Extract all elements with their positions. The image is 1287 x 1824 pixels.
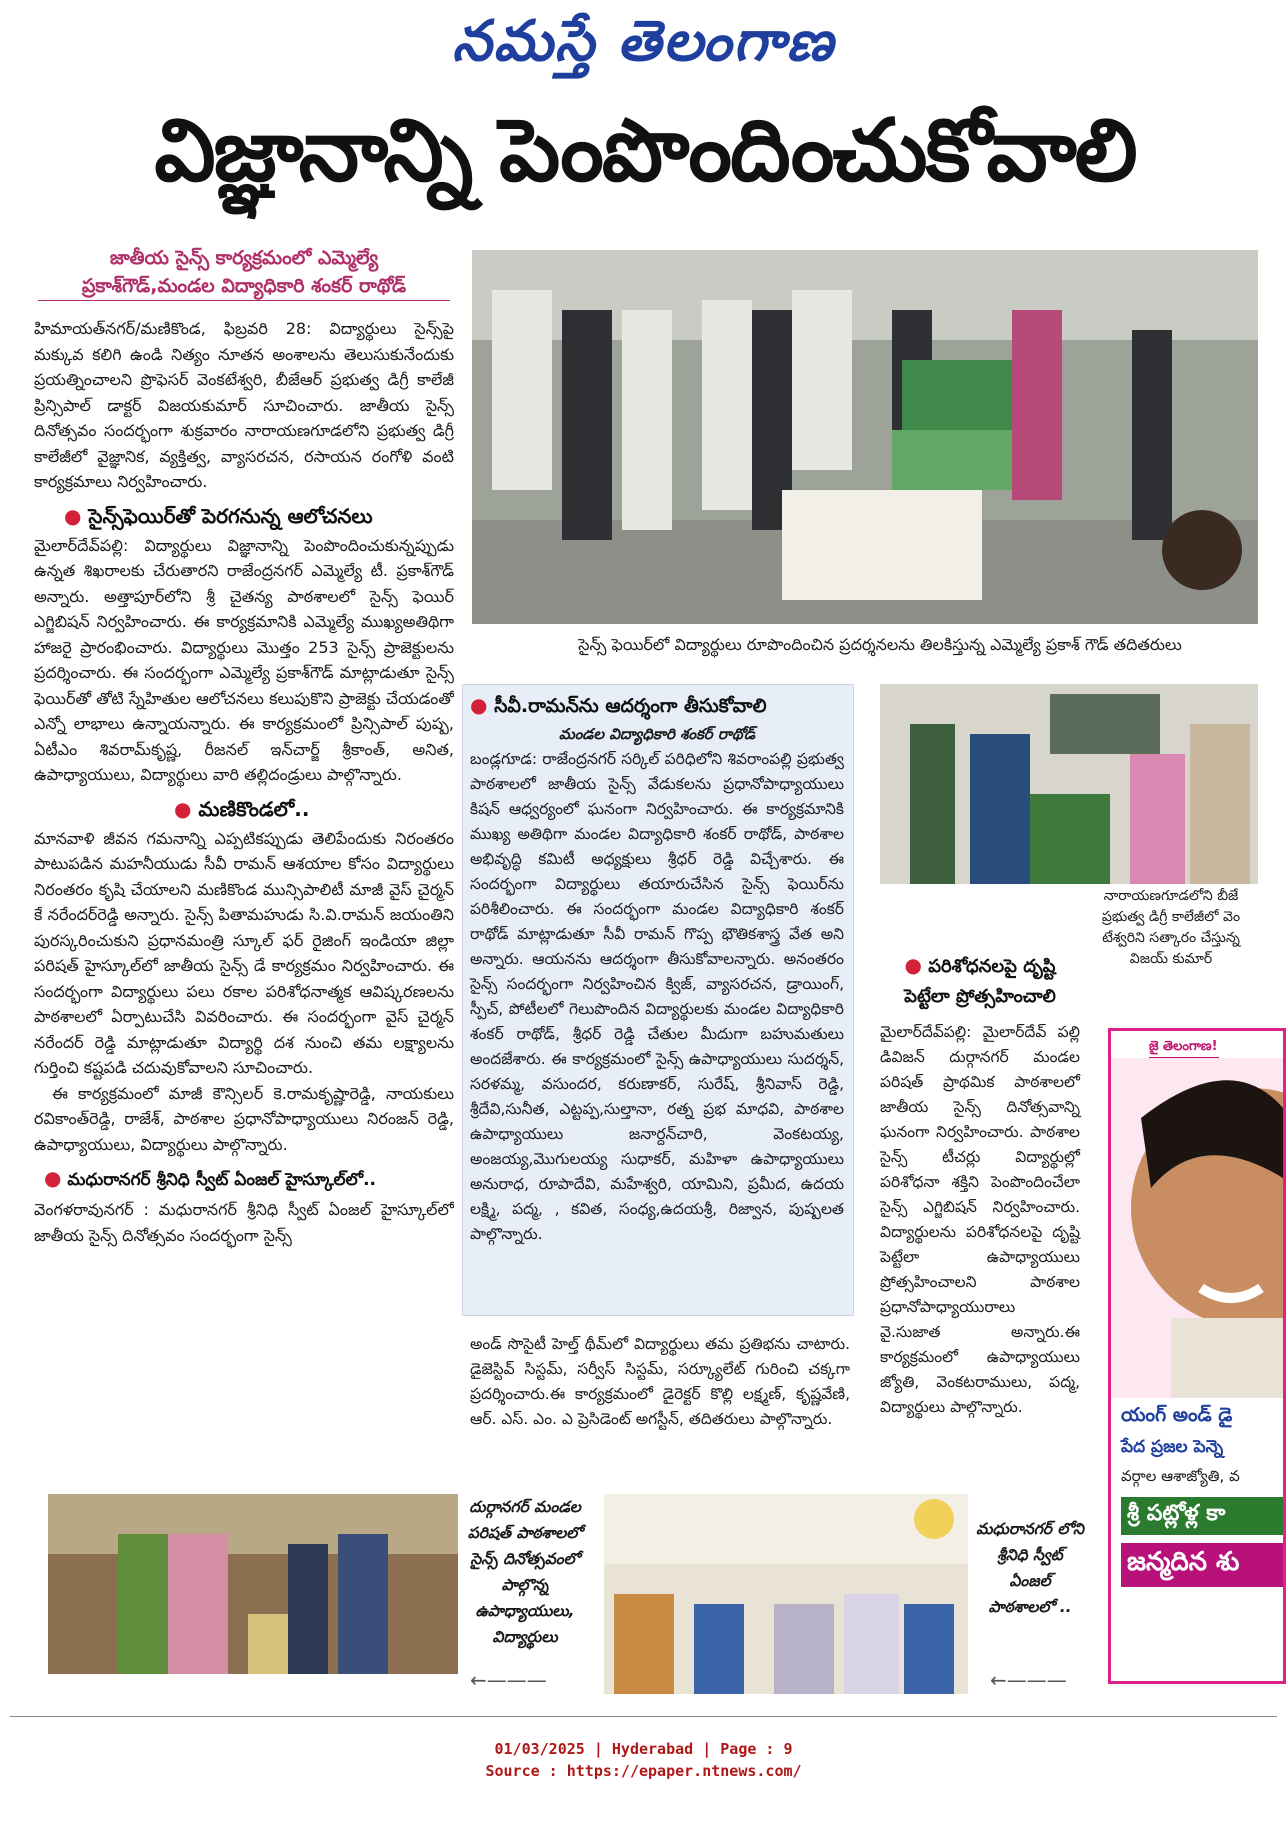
ad-portrait-image (1111, 1058, 1283, 1398)
bullet-icon: ● (904, 953, 922, 977)
photo-sweet-angel-school-image (604, 1494, 968, 1694)
ad-line-1: యంగ్ అండ్ డై (1121, 1404, 1233, 1426)
research-title-line-1: పరిశోధనలపై దృష్టి (928, 956, 1056, 977)
bullet-icon: ● (44, 1166, 62, 1190)
left-arrow-icon: ←——— (470, 1668, 547, 1692)
main-news-photo (472, 250, 1258, 624)
subheading-text: మణికొండలో.. (198, 796, 310, 821)
footer-source-line: Source : https://epaper.ntnews.com/ (485, 1762, 802, 1780)
subheading-text: మధురానగర్ శ్రీనిధి స్వీట్ ఏంజల్ హైస్కూల్‌లో.. (67, 1170, 376, 1190)
bottom-left-photo (48, 1494, 458, 1674)
right-photo-caption: నారాయణగూడలోని బీజే ప్రభుత్వ డిగ్రీ కాలేజీలో వెం టేశ్వరిని సత్కారం చేస్తున్న విజయ్ కుమార్ (1082, 886, 1260, 970)
research-title (880, 950, 1080, 982)
right-arrow-icon: ←——— (990, 1668, 1067, 1692)
photo-durganagar-image (48, 1494, 458, 1674)
research-title-line-2: పెట్టేలా ప్రోత్సహించాలి (904, 986, 1056, 1007)
photo-science-fair-image (472, 250, 1258, 624)
manikonda-paragraph: మానవాళి జీవన గమనాన్ని ఎప్పటికప్పుడు తెలిపేందుకు నిరంతరం పాటుపడిన మహనీయుడు సీవీ రామన్ ఆశయాల కోసం విద్యార్థులు నిరంతరం కృషి చేయాలని మణికొండ మున్సిపాలిటీ మాజీ వైస్ చైర్మన్ కే నరేందర్‌రెడ్డి అన్నారు. సైన్స్ పితామహుడు సి.వి.రామన్ జయంతిని పురస్కరించుకుని ప్రధానమంత్రి స్కూల్ ఫర్ రైజింగ్ ఇండియా జిల్లా పరిషత్ హైస్కూల్‌లో జాతీయ సైన్స్ డే కార్యక్రమం నిర్వహించారు. ఈ సందర్భంగా విద్యార్థులు పలు రకాల పరిశోధనాత్మక ఆవిష్కరణలను పాఠశాలలో ఏర్పాటుచేసి వివరించారు. ఈ సందర్భంగా వైస్ చైర్మన్ నరేందర్ రెడ్డి మాట్లాడుతూ విద్యార్థి దశ నుంచి తమ లక్ష్యాలను గుర్తించి కష్టపడి చదువుకోవాలని సూచించారు. (34, 828, 454, 1077)
bullet-icon: ● (470, 693, 488, 717)
cv-raman-title-text: సీవీ.రామన్‌ను ఆదర్శంగా తీసుకోవాలి (494, 695, 767, 717)
madhuranagar-paragraph: వెంగళరావునగర్ : మధురానగర్ శ్రీనిధి స్వీట్ ఏంజల్ హైస్కూల్‌లో జాతీయ సైన్స్ దినోత్సవం సందర్భంగా సైన్స్ (34, 1200, 454, 1245)
ad-line-5: జన్మదిన శు (1121, 1543, 1283, 1587)
subheading-manikonda (174, 794, 454, 824)
photo-felicitation-image (880, 684, 1258, 884)
right-news-photo (880, 684, 1258, 884)
subheading-science-fair (64, 501, 454, 531)
subheading-madhuranagar (44, 1163, 454, 1195)
page-headline: విజ్ఞానాన్ని పెంపొందించుకోవాలి (154, 101, 1136, 201)
bottom-right-caption: మధురానగర్ లోని శ్రీనిధి స్వీట్ ఏంజల్ పాఠశాలలో .. (976, 1520, 1084, 1616)
birthday-advertisement (1108, 1028, 1286, 1684)
research-article (880, 950, 1080, 1420)
ad-line-3: వర్గాల ఆశాజ్యోతి, వ (1121, 1467, 1240, 1485)
footer-date-line: 01/03/2025 | Hyderabad | Page : 9 (494, 1740, 793, 1758)
masthead: నమస్తే తెలంగాణ (452, 8, 835, 74)
cv-raman-paragraph: బండ్లగూడ: రాజేంద్రనగర్ సర్కిల్ పరిధిలోని శివరాంపల్లి ప్రభుత్వ పాఠశాలలో జాతీయ సైన్స్ వేడుకలను ప్రధానోపాధ్యాయులు కిషన్ ఆధ్వర్యంలో ఘనంగా నిర్వహించారు. ఈ కార్యక్రమానికి ముఖ్య అతిథిగా మండల విద్యాధికారి శంకర్ రాథోడ్, పాఠశాల అభివృద్ధి కమిటీ అధ్యక్షులు శ్రీధర్ రెడ్డి విచ్చేశారు. ఈ సందర్భంగా విద్యార్థులు తయారుచేసిన సైన్స్ ఫెయిర్‌ను పరిశీలించారు. ఈ సందర్భంగా మండల విద్యాధికారి శంకర్ రాథోడ్ మాట్లాడుతూ సీవీ రామన్ గొప్ప భౌతికశాస్త్ర వేత అని అన్నారు. ఆయనను ఆదర్శంగా తీసుకోవాలన్నారు. అనంతరం సైన్స్ సందర్భంగా నిర్వహించిన క్విజ్, వ్యాసరచన, డ్రాయింగ్, స్పీచ్, పోటీలలో గెలుపొందిన విద్యార్థులకు మండల విద్యాధికారి శంకర్ రాథోడ్, శ్రీధర్ రెడ్డి చేతుల మీదుగా బహుమతులు అందజేశారు. ఈ కార్యక్రమంలో సైన్స్ ఉపాధ్యాయులు సుదర్శన్, సరళమ్మ, వసుందర, కరుణాకర్, సురేష్, శ్రీనివాస్ రెడ్డి, శ్రీదేవి,సునీత, ఎట్టప్ప,సుల్తానా, రత్న ప్రభ మాధవి, పాఠశాల ఉపాధ్యాయులు జనార్దన్‌చారి, వెంకటయ్య, అంజయ్య,మొగులయ్య సుధాకర్, మహిళా ఉపాధ్యాయులు అనురాధ, రూపాదేవి, మహేశ్వరి, యామిని, ప్రమీద, ఉదయ లక్ష్మి, పద్మ, , కవిత, సంధ్య,ఉదయశ్రీ, రిజ్వాన, పుష్పలత పాల్గొన్నారు. (470, 750, 844, 1243)
ad-text-block (1111, 1398, 1283, 1587)
column-left (34, 316, 454, 1486)
research-paragraph: మైలార్‌దేవ్‌పల్లి: మైలార్‌దేవ్ పల్లి డివిజన్ దుర్గానగర్ మండల పరిషత్ ప్రాథమిక పాఠశాలలో జాతీయ సైన్స్ దినోత్సవాన్ని ఘనంగా నిర్వహించారు. పాఠశాల సైన్స్ టీచర్లు విద్యార్థుల్లో పరిశోధనా శక్తిని పెంపొందించేలా సైన్స్ ఎగ్జిబిషన్ నిర్వహించారు. విద్యార్థులను పరిశోధనలపై దృష్టి పెట్టేలా ఉపాధ్యాయులు ప్రోత్సహించాలని పాఠశాల ప్రధానోపాధ్యాయురాలు వై.సుజాత అన్నారు.ఈ కార్యక్రమంలో ఉపాధ్యాయులు జ్యోతి, వెంకటరాములు, పద్మ, విద్యార్థులు పాల్గొన్నారు. (880, 1023, 1080, 1416)
bottom-left-caption: దుర్గానగర్ మండల పరిషత్ పాఠశాలలో సైన్స్ దినోత్సవంలో పాల్గొన్న ఉపాధ్యాయులు, విద్యార్థులు (467, 1498, 583, 1646)
manikonda-participants-paragraph: ఈ కార్యక్రమంలో మాజీ కౌన్సిలర్ కె.రామకృష్ణారెడ్డి, నాయకులు రవికాంత్‌రెడ్డి, రాజేశ్, పాఠశాల ప్రధానోపాధ్యాయులు నిరంజన్ రెడ్డి, ఉపాధ్యాయులు, విద్యార్థులు పాల్గొన్నారు. (34, 1083, 454, 1154)
cv-raman-title (470, 690, 844, 721)
kicker (38, 244, 450, 301)
subheading-text: సైన్స్‌ఫెయిర్‌తో పెరగనున్న ఆలోచనలు (88, 503, 373, 528)
cv-raman-byline: మండల విద్యాధికారి శంకర్ రాథోడ్ (558, 725, 756, 743)
bullet-icon: ● (174, 796, 192, 821)
bottom-center-photo (604, 1494, 968, 1694)
science-fair-paragraph: మైలార్‌దేవ్‌పల్లి: విద్యార్థులు విజ్ఞానాన్ని పెంపొందించుకున్నప్పుడు ఉన్నత శిఖరాలకు చేరుతారని రాజేంద్రనగర్ ఎమ్మెల్యే టీ. ప్రకాశ్‌గౌడ్ అన్నారు. అత్తాపూర్‌లోని శ్రీ చైతన్య పాఠశాలలో సైన్స్ ఫెయిర్ ఎగ్జిబిషన్ నిర్వహించారు. ఈ కార్యక్రమానికి ఎమ్మెల్యే ముఖ్యఅతిథిగా హాజరై ప్రారంభించారు. విద్యార్థులు మొత్తం 253 సైన్స్ ప్రాజెక్టులను ప్రదర్శించారు. ఈ సందర్భంగా ఎమ్మెల్యే ప్రకాశ్‌గౌడ్ మాట్లాడుతూ సైన్స్ ఫెయిర్‌తో తోటి స్నేహితుల ఆలోచనలు కలుపుకొని ప్రాజెక్టు చేయడంతో ఎన్నో లాభాలు ఉన్నాయన్నారు. ఈ కార్యక్రమంలో ప్రిన్సిపాల్ పుష్ప, ఏటీఎం శివరామ్‌కృష్ణ, రీజనల్ ఇన్‌చార్జ్ శ్రీకాంత్, అనిత, ఉపాధ్యాయులు, విద్యార్థులు వారి తల్లిదండ్రులు పాల్గొన్నారు. (34, 535, 454, 784)
kicker-line-2: ప్రకాశ్‌గౌడ్,మండల విద్యాధికారి శంకర్ రాథోడ్ (38, 272, 450, 301)
ad-tag: జై తెలంగాణ! (1149, 1039, 1219, 1058)
article-intro-paragraph: హిమాయత్‌నగర్/మణికొండ, ఫిబ్రవరి 28: విద్యార్థులు సైన్స్‌పై మక్కువ కలిగి ఉండి నిత్యం నూతన అంశాలను తెలుసుకునేందుకు ప్రయత్నించాలని ప్రొఫెసర్ వెంకటేశ్వరి, బీజేఆర్ ప్రభుత్వ డిగ్రీ కాలేజీ ప్రిన్సిపాల్ డాక్టర్ విజయకుమార్ సూచించారు. జాతీయ సైన్స్ దినోత్సవం సందర్భంగా శుక్రవారం నారాయణగూడలోని ప్రభుత్వ డిగ్రీ కాలేజీలో వైజ్ఞానిక, వ్యక్తిత్వ, వ్యాసరచన, రసాయన రంగోళి వంటి కార్యక్రమాలు నిర్వహించారు. (34, 319, 454, 491)
bullet-icon: ● (64, 503, 82, 528)
ad-line-2: పేద ప్రజల పెన్నె (1121, 1437, 1224, 1457)
footer-divider (10, 1716, 1277, 1717)
main-photo-caption: సైన్స్ ఫెయిర్‌లో విద్యార్థులు రూపొందించిన ప్రదర్శనలను తిలకిస్తున్న ఎమ్మెల్యే ప్రకాశ్ గౌడ్ తదితరులు (578, 635, 1182, 654)
madhuranagar-continued-paragraph: అండ్ సొసైటీ హెల్త్ థీమ్‌లో విద్యార్థులు తమ ప్రతిభను చాటారు. డైజెస్టివ్ సిస్టమ్, సర్వీస్ సిస్టమ్, సర్క్యూలేట్ గురించి చక్కగా ప్రదర్శించారు.ఈ కార్యక్రమంలో డైరెక్టర్ కొల్లి లక్ష్మణ్, కృష్ణవేణి, ఆర్. ఎస్. ఎం. ఎ ప్రెసిడెంట్ అగస్టీన్, తదితరులు పాల్గొన్నారు. (470, 1335, 850, 1428)
ad-line-4: శ్రీ పట్లోళ్ల కా (1121, 1497, 1283, 1535)
kicker-line-1: జాతీయ సైన్స్ కార్యక్రమంలో ఎమ్మెల్యే (109, 247, 379, 269)
cv-raman-article (470, 690, 844, 1247)
